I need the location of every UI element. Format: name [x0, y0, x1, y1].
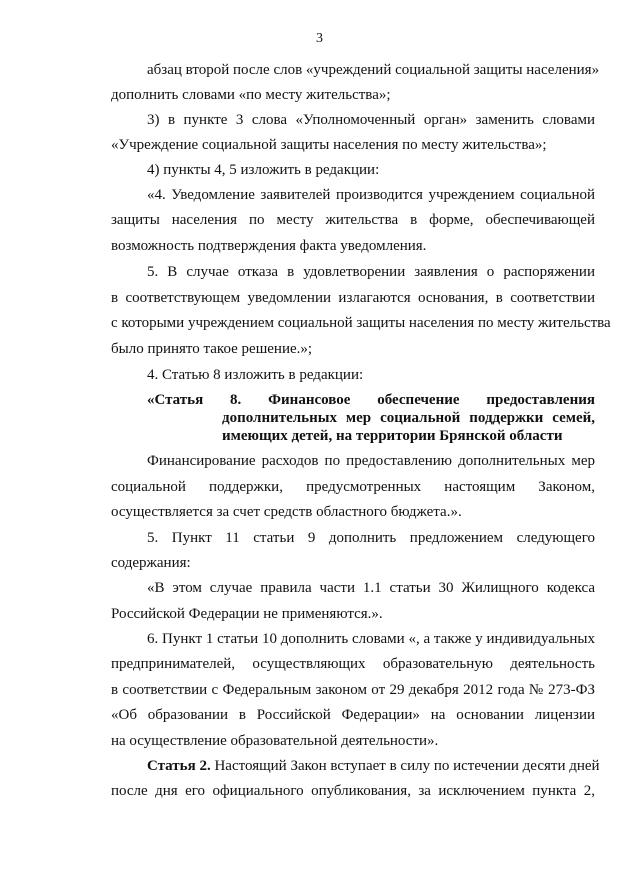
paragraph-line: 6. Пункт 1 статьи 10 дополнить словами «, а также у индивидуальных [147, 631, 595, 647]
paragraph-line: содержания: [111, 555, 191, 571]
page-number: 3 [316, 31, 323, 46]
paragraph-line: 4) пункты 4, 5 изложить в редакции: [147, 162, 380, 178]
paragraph-line: на осуществление образовательной деятельности». [111, 733, 439, 749]
paragraph-line: в соответствующем уведомлении излагаются основания, в соответствии [111, 290, 595, 306]
paragraph-line: возможность подтверждения факта уведомления. [111, 238, 427, 254]
paragraph-line: «4. Уведомление заявителей производится учреждением социальной [147, 187, 595, 203]
article-2-text: Настоящий Закон вступает в силу по истечении десяти дней [210, 758, 600, 774]
paragraph-line: социальной поддержки, предусмотренных настоящим Законом, [111, 479, 595, 495]
article-2-line [147, 757, 600, 775]
article-heading-line: имеющих детей, на территории Брянской области [222, 428, 563, 444]
paragraph-line: «Учреждение социальной защиты населения по месту жительства»; [111, 137, 547, 153]
article-2-label: Статья 2. [147, 758, 211, 774]
paragraph-line: защиты населения по месту жительства в форме, обеспечивающей [111, 212, 595, 228]
paragraph-line: осуществляется за счет средств областного бюджета.». [111, 504, 462, 520]
paragraph-line: после дня его официального опубликования, за исключением пункта 2, [111, 783, 595, 799]
paragraph-line: абзац второй после слов «учреждений социальной защиты населения» [147, 62, 600, 78]
paragraph-line: Российской Федерации не применяются.». [111, 606, 383, 622]
paragraph-line: предпринимателей, осуществляющих образовательную деятельность [111, 656, 595, 672]
paragraph-line: с которыми учреждением социальной защиты населения по месту жительства [111, 315, 611, 331]
paragraph-line: в соответствии с Федеральным законом от 29 декабря 2012 года № 273-ФЗ [111, 682, 595, 698]
paragraph-line: 5. Пункт 11 статьи 9 дополнить предложением следующего [147, 530, 595, 546]
paragraph-line: было принято такое решение.»; [111, 341, 313, 357]
paragraph-line: «В этом случае правила части 1.1 статьи 30 Жилищного кодекса [147, 580, 595, 596]
paragraph-line: Финансирование расходов по предоставлению дополнительных мер [147, 453, 595, 469]
paragraph-line: 3) в пункте 3 слова «Уполномоченный орган» заменить словами [147, 112, 595, 128]
article-heading-line: дополнительных мер социальной поддержки семей, [222, 410, 595, 426]
paragraph-line: 5. В случае отказа в удовлетворении заявления о распоряжении [147, 264, 595, 280]
article-heading-line: «Статья 8. Финансовое обеспечение предоставления [147, 392, 595, 408]
paragraph-line: «Об образовании в Российской Федерации» на основании лицензии [111, 707, 595, 723]
paragraph-line: 4. Статью 8 изложить в редакции: [147, 367, 364, 383]
paragraph-line: дополнить словами «по месту жительства»; [111, 87, 391, 103]
